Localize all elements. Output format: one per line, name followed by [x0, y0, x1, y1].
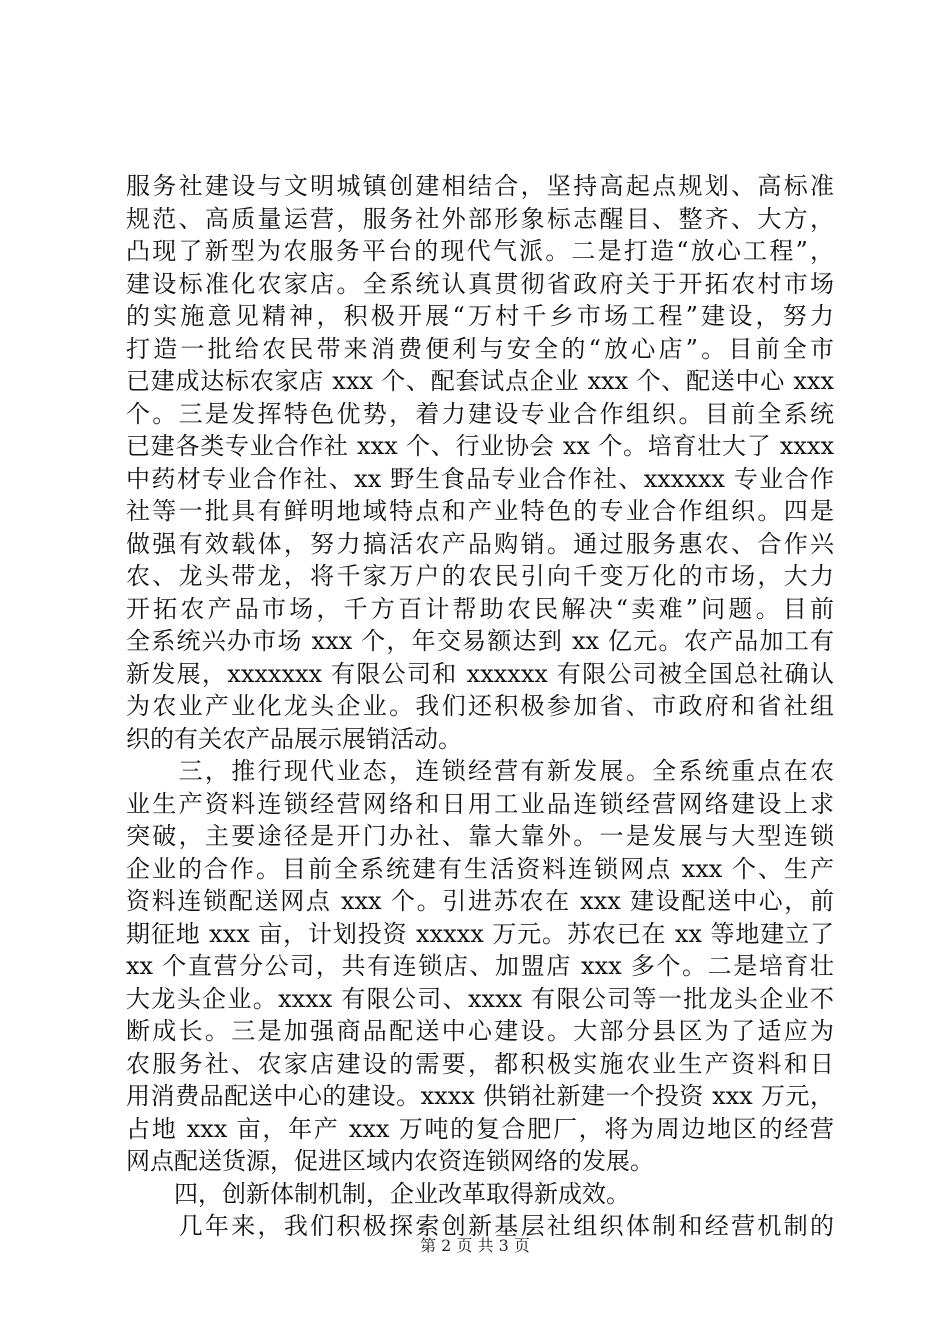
text-line: 做强有效载体，努力搞活农产品购销。通过服务惠农、合作兴	[126, 529, 834, 558]
page-footer: 第 2 页 共 3 页	[420, 1236, 530, 1255]
text-line: 突破，主要途径是开门办社、靠大靠外。一是发展与大型连锁	[126, 822, 834, 850]
body-text	[126, 170, 834, 1243]
text-line: 大龙头企业。xxxx 有限公司、xxxx 有限公司等一批龙头企业不	[126, 984, 834, 1013]
text-line: 用消费品配送中心的建设。xxxx 供销社新建一个投资 xxx 万元，	[126, 1082, 834, 1110]
text-line: 新发展，xxxxxxx 有限公司和 xxxxxx 有限公司被全国总社确认	[126, 659, 834, 688]
text-line: 网点配送货源，促进区域内农资连锁网络的发展。	[126, 1147, 654, 1175]
text-line: 已建成达标农家店 xxx 个、配套试点企业 xxx 个、配送中心 xxx	[126, 367, 834, 395]
text-line: 为农业产业化龙头企业。我们还积极参加省、市政府和省社组	[126, 692, 834, 720]
text-line: 个。三是发挥特色优势，着力建设专业合作组织。目前全系统	[126, 399, 834, 428]
text-line: 的实施意见精神，积极开展“万村千乡市场工程”建设，努力	[126, 302, 834, 330]
text-line: 业生产资料连锁经营网络和日用工业品连锁经营网络建设上求	[126, 789, 834, 818]
text-line: 资料连锁配送网点 xxx 个。引进苏农在 xxx 建设配送中心，前	[126, 887, 834, 915]
text-line: 规范、高质量运营，服务社外部形象标志醒目、整齐、大方，	[126, 204, 834, 233]
text-line: 织的有关农产品展示展销活动。	[126, 724, 462, 753]
text-line: 服务社建设与文明城镇创建相结合，坚持高起点规划、高标准	[126, 172, 834, 200]
text-line: 断成长。三是加强商品配送中心建设。大部分县区为了适应为	[126, 1017, 834, 1045]
text-line: 中药材专业合作社、xx 野生食品专业合作社、xxxxxx 专业合作	[126, 464, 834, 493]
text-line: 全系统兴办市场 xxx 个，年交易额达到 xx 亿元。农产品加工有	[126, 627, 834, 655]
text-line: 企业的合作。目前全系统建有生活资料连锁网点 xxx 个、生产	[126, 854, 834, 883]
text-line: 社等一批具有鲜明地域特点和产业特色的专业合作组织。四是	[126, 497, 834, 525]
text-line: xx 个直营分公司，共有连锁店、加盟店 xxx 多个。二是培育壮	[126, 952, 834, 980]
text-line: 打造一批给农民带来消费便利与安全的“放心店”。目前全市	[126, 334, 834, 363]
text-line: 农、龙头带龙，将千家万户的农民引向千变万化的市场，大力	[126, 562, 834, 590]
text-line: 几年来，我们积极探索创新基层社组织体制和经营机制的	[126, 1212, 834, 1240]
section-heading-line: 三，推行现代业态，连锁经营有新发展。全系统重点在农	[126, 757, 834, 785]
text-line: 农服务社、农家店建设的需要，都积极实施农业生产资料和日	[126, 1049, 834, 1078]
text-line: 已建各类专业合作社 xxx 个、行业协会 xx 个。培育壮大了 xxxx	[126, 432, 834, 460]
text-line: 建设标准化农家店。全系统认真贯彻省政府关于开拓农村市场	[126, 269, 834, 298]
text-line: 凸现了新型为农服务平台的现代气派。二是打造“放心工程”，	[126, 237, 834, 265]
text-line: 占地 xxx 亩，年产 xxx 万吨的复合肥厂，将为周边地区的经营	[126, 1114, 834, 1143]
section-heading-line: 四，创新体制机制，企业改革取得新成效。	[126, 1179, 630, 1208]
text-line: 开拓农产品市场，千方百计帮助农民解决“卖难”问题。目前	[126, 594, 834, 623]
text-line: 期征地 xxx 亩，计划投资 xxxxx 万元。苏农已在 xx 等地建立了	[126, 919, 834, 948]
